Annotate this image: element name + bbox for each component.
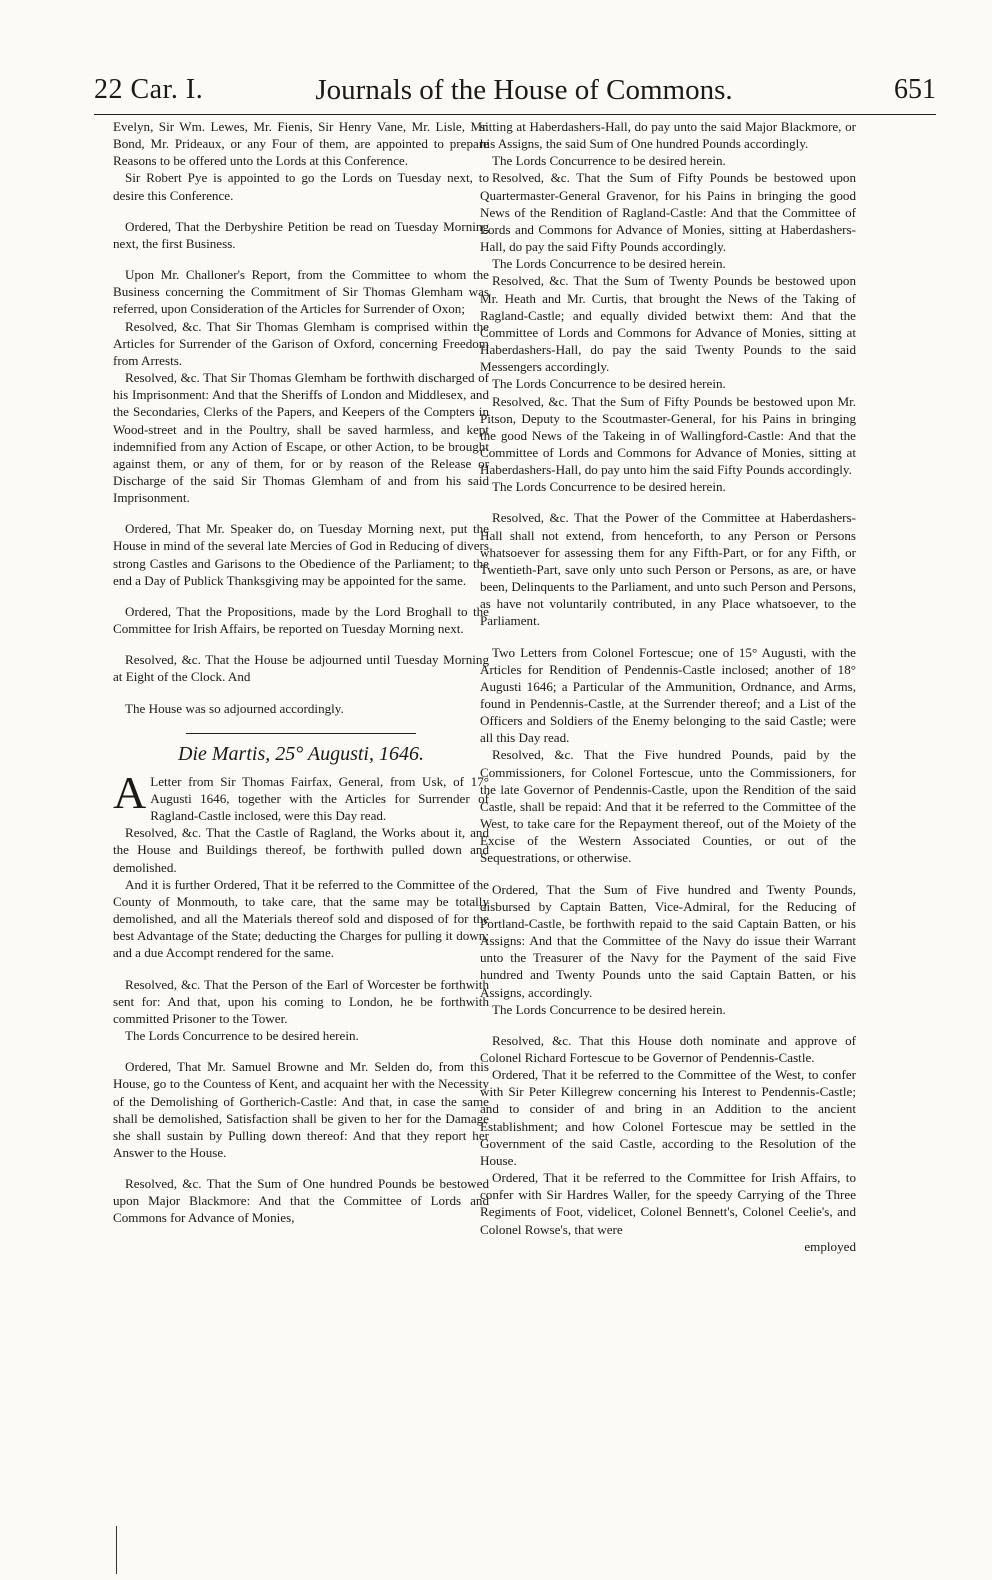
- journal-title: Journals of the House of Commons.: [315, 74, 733, 106]
- paragraph: Ordered, That it be referred to the Committee for Irish Affairs, to confer with Sir Hardres Waller, for the speedy Carrying of the Three Regiments of Foot, videlicet, Colonel Bennett's, Colonel Ceelie's, and Colonel Rowse's, that were: [480, 1170, 856, 1237]
- paragraph: Resolved, &c. That the Sum of One hundred Pounds be bestowed upon Major Blackmore: And that the Committee of Lords and Commons for Advance of Monies,: [113, 1176, 489, 1226]
- paragraph: Ordered, That the Derbyshire Petition be read on Tuesday Morning next, the first Business.: [113, 218, 489, 251]
- paragraph: Ordered, That Mr. Samuel Browne and Mr. Selden do, from this House, go to the Countess of Kent, and acquaint her with the Necessity of the Demolishing of Gortherich-Castle: And that, in case the same shall be demolished, Satisfaction shall be given to her for the Damage she shall sustain by Pulling down thereof: And that they report her Answer to the House.: [113, 1059, 489, 1160]
- paragraph: sitting at Haberdashers-Hall, do pay unto the said Major Blackmore, or his Assigns, the said Sum of One hundred Pounds accordingly.: [480, 119, 856, 152]
- paragraph: Sir Robert Pye is appointed to go the Lords on Tuesday next, to desire this Conference.: [113, 170, 489, 203]
- paragraph: Resolved, &c. That the Sum of Fifty Pounds be bestowed upon Quartermaster-General Gravenor, for his Pains in bringing the good News of the Rendition of Ragland-Castle: And that the Committee of Lords and Commons for Advance of Monies, sitting at Haberdashers-Hall, do pay the said Fifty Pounds accordingly.: [480, 170, 856, 255]
- paragraph: Ordered, That the Sum of Five hundred and Twenty Pounds, disbursed by Captain Batten, Vice-Admiral, for the Reducing of Portland-Castle, be forthwith repaid to the said Captain Batten, or his Assigns: And that the Committee of the Navy do issue their Warrant unto the Treasurer of the Navy for the Payment of the said Five hundred and Twenty Pounds unto the said Captain Batten, or his Assigns, accordingly.: [480, 881, 856, 1000]
- section-divider: [186, 733, 416, 734]
- catchword: employed: [804, 1238, 856, 1254]
- margin-mark: [116, 1526, 117, 1574]
- paragraph: Ordered, That Mr. Speaker do, on Tuesday Morning next, put the House in mind of the several late Mercies of God in Reducing of divers strong Castles and Garisons to the Obedience of the Parliament; to the end a Day of Publick Thanksgiving may be appointed for the same.: [113, 521, 489, 588]
- paragraph: The Lords Concurrence to be desired herein.: [492, 256, 726, 272]
- paragraph: Upon Mr. Challoner's Report, from the Committee to whom the Business concerning the Commitment of Sir Thomas Glemham was referred, upon Consideration of the Articles for Surrender of Oxon;: [113, 267, 489, 317]
- drop-cap: A: [113, 766, 147, 818]
- sitting-date-heading: Die Martis, 25° Augusti, 1646.: [178, 742, 424, 765]
- paragraph: Ordered, That it be referred to the Committee of the West, to confer with Sir Peter Killegrew concerning his Interest to Pendennis-Castle; and to consider of and bring in an Addition to the ancient Establishment; and how Colonel Fortescue may be settled in the Government of the said Castle, according to the Resolution of the House.: [480, 1067, 856, 1168]
- left-column: [113, 118, 489, 1227]
- paragraph: Resolved, &c. That the Person of the Earl of Worcester be forthwith sent for: And that, upon his coming to London, he be forthwith committed Prisoner to the Tower.: [113, 976, 489, 1026]
- page-header: [94, 74, 936, 115]
- paragraph: Resolved, &c. That Sir Thomas Glemham is comprised within the Articles for Surrender of the Garison of Oxford, concerning Freedom from Arrests.: [113, 318, 489, 368]
- paragraph: The House was so adjourned accordingly.: [125, 700, 344, 716]
- paragraph: Ordered, That the Propositions, made by the Lord Broghall to the Committee for Irish Affairs, be reported on Tuesday Morning next.: [113, 603, 489, 637]
- page-number: 651: [894, 74, 936, 105]
- paragraph: Resolved, &c. That the Sum of Twenty Pounds be bestowed upon Mr. Heath and Mr. Curtis, that brought the News of the Taking of Ragland-Castle; and equally divided betwixt them: And that the Committee of Lords and Commons for Advance of Monies, sitting at Haberdashers-Hall, do pay the said Twenty Pounds to the said Messengers accordingly.: [480, 273, 856, 375]
- paragraph: And it is further Ordered, That it be referred to the Committee of the County of Monmouth, to take care, that the same may be totally demolished, and all the Materials thereof sold and disposed of for the best Advantage of the State; deducting the Charges for pulling it down; and a due Accompt rendered for the same.: [113, 876, 489, 961]
- paragraph-text: Letter from Sir Thomas Fairfax, General, from Usk, of 17° Augusti 1646, together with the Articles for Surrender of Ragland-Castle inclosed, were this Day read.: [150, 773, 489, 824]
- paragraph: Resolved, &c. That the House be adjourned until Tuesday Morning at Eight of the Clock. And: [113, 652, 489, 685]
- right-column: [480, 118, 856, 1255]
- paragraph: The Lords Concurrence to be desired herein.: [492, 479, 726, 495]
- paragraph: Evelyn, Sir Wm. Lewes, Mr. Fienis, Sir Henry Vane, Mr. Lisle, Mr. Bond, Mr. Prideaux, or any Four of them, are appointed to prepare Reasons to be offered unto the Lords at this Conference.: [113, 119, 489, 169]
- paragraph: The Lords Concurrence to be desired herein.: [492, 1001, 726, 1017]
- paragraph: Resolved, &c. That the Sum of Fifty Pounds be bestowed upon Mr. Pitson, Deputy to the Scoutmaster-General, for his Pains in bringing the good News of the Takeing in of Wallingford-Castle: And that the Committee of Lords and Commons for Advance of Monies, sitting at Haberdashers-Hall, do pay unto him the said Fifty Pounds accordingly.: [480, 393, 856, 478]
- paragraph: Resolved, &c. That Sir Thomas Glemham be forthwith discharged of his Imprisonment: And that the Sheriffs of London and Middlesex, and the Secondaries, Clerks of the Papers, and Keepers of the Compters in Wood-street and in the Poultry, shall be saved harmless, and kept indemnified from any Action of Escape, or other Action, to be brought against them, or any of them, for or by reason of the Release or Discharge of the said Sir Thomas Glemham of and from his said Imprisonment.: [113, 370, 489, 506]
- paragraph: The Lords Concurrence to be desired herein.: [125, 1028, 359, 1044]
- paragraph: Resolved, &c. That this House doth nominate and approve of Colonel Richard Fortescue to be Governor of Pendennis-Castle.: [480, 1032, 856, 1065]
- paragraph: The Lords Concurrence to be desired herein.: [492, 153, 726, 169]
- paragraph: Two Letters from Colonel Fortescue; one of 15° Augusti, with the Articles for Rendition of Pendennis-Castle inclosed; another of 18° Augusti 1646; a Particular of the Ammunition, Ordnance, and Arms, found in Pendennis-Castle, at the Surrender thereof; and a List of the Officers and Soldiers of the Enemy belonging to the said Castle; were all this Day read.: [480, 644, 856, 746]
- paragraph: The Lords Concurrence to be desired herein.: [492, 376, 726, 392]
- paragraph: Resolved, &c. That the Power of the Committee at Haberdashers-Hall shall not extend, from henceforth, to any Person or Persons whatsoever for assessing them for any Fifth-Part, or for any Fifth, or Twentieth-Part, save only unto such Person or Persons, as are, or have been, Delinquents to the Parliament, and unto such Person and Persons, as have not voluntarily contributed, in any Place whatsoever, to the Parliament.: [480, 510, 856, 629]
- paragraph: Resolved, &c. That the Castle of Ragland, the Works about it, and the House and Buildings thereof, be forthwith pulled down and demolished.: [113, 825, 489, 875]
- paragraph: [113, 766, 489, 824]
- regnal-year: 22 Car. I.: [94, 74, 204, 105]
- paragraph: Resolved, &c. That the Five hundred Pounds, paid by the Commissioners, for Colonel Fortescue, unto the Commissioners, for the late Governor of Pendennis-Castle, upon the Rendition of the said Castle, shall be repaid: And that it be referred to the Committee of the West, to take care for the Repayment thereof, out of the Moiety of the Excise of the Western Associated Counties, or out of the Sequestrations, or otherwise.: [480, 747, 856, 866]
